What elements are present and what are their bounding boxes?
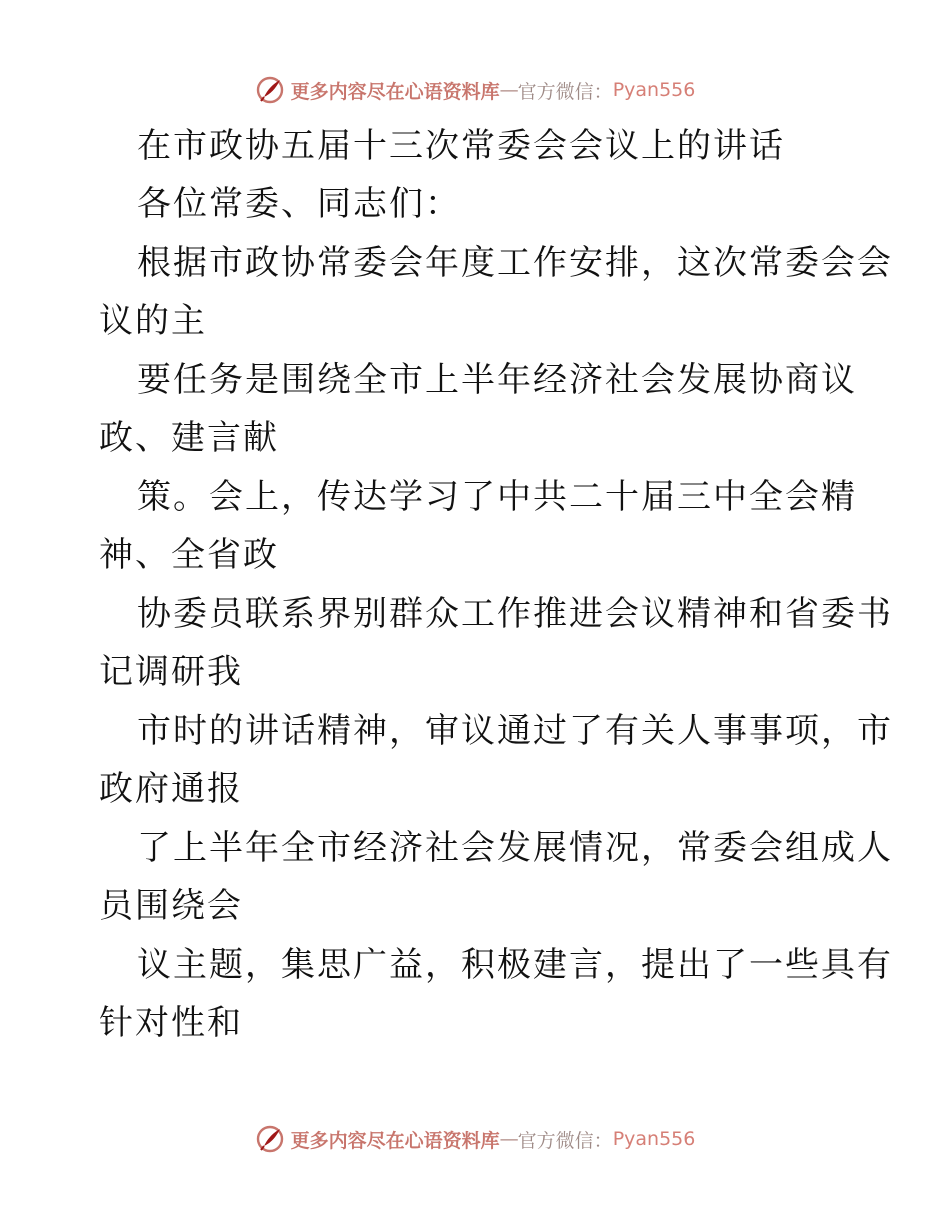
watermark-wechat-label: 官方微信： — [517, 80, 613, 103]
salutation-line: 各位常委、同志们： — [137, 184, 461, 224]
body-line: 策。会上，传达学习了中共二十届三中全会精 — [137, 477, 857, 517]
body-line: 协委员联系界别群众工作推进会议精神和省委书 — [137, 594, 893, 634]
watermark-wechat-id: Pyan556 — [612, 1128, 696, 1150]
body-line: 要任务是围绕全市上半年经济社会发展协商议 — [137, 360, 857, 400]
body-line: 议主题，集思广益，积极建言，提出了一些具有 — [137, 945, 893, 985]
body-line: 针对性和 — [99, 1003, 243, 1043]
body-line: 员围绕会 — [99, 886, 243, 926]
body-line: 根据市政协常委会年度工作安排，这次常委会会 — [137, 243, 893, 283]
quill-logo-icon — [255, 1124, 285, 1154]
watermark-wechat-id: Pyan556 — [612, 79, 696, 101]
footer-watermark — [0, 1124, 950, 1154]
quill-logo-icon — [255, 75, 285, 105]
watermark-text: 更多内容尽在心语资料库 — [290, 1129, 500, 1152]
watermark-text: 更多内容尽在心语资料库 — [290, 80, 500, 103]
body-line: 了上半年全市经济社会发展情况，常委会组成人 — [137, 828, 893, 868]
body-line: 神、全省政 — [99, 535, 279, 575]
body-line: 议的主 — [99, 301, 207, 341]
body-line: 政府通报 — [99, 769, 243, 809]
watermark-dash: — — [499, 79, 518, 101]
body-line: 记调研我 — [99, 652, 243, 692]
watermark-wechat-label: 官方微信： — [517, 1129, 613, 1152]
body-line: 政、建言献 — [99, 418, 279, 458]
watermark-dash: — — [499, 1128, 518, 1150]
header-watermark — [0, 75, 950, 105]
body-line: 市时的讲话精神，审议通过了有关人事事项，市 — [137, 711, 893, 751]
document-title: 在市政协五届十三次常委会会议上的讲话 — [137, 126, 785, 166]
